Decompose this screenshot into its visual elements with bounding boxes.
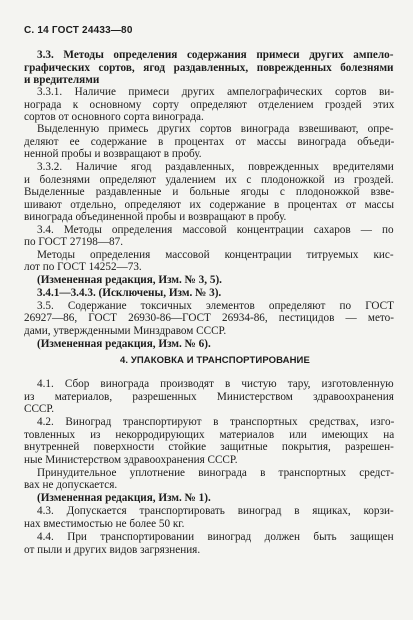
text-line: шивают отдельно, определяют их содержание в процентах от массы	[24, 199, 394, 211]
text-line: 3.3.1. Наличие примеси других ампелографических сортов ви-	[37, 86, 395, 98]
text-line: нограда к основному сорту определяют отделением гроздей этих	[24, 99, 395, 111]
text-line: дами, утвержденными Минздравом СССР.	[24, 325, 227, 337]
text-line: (Измененная редакция, Изм. № 1).	[37, 492, 211, 504]
text-line: из материалов, разрешенных Министерством здравоохранения	[24, 391, 394, 403]
text-line: лот по ГОСТ 14252—73.	[24, 261, 142, 273]
text-line: 4.4. При транспортировании виноград должен быть защищен	[37, 531, 394, 543]
text-line: ные Министерством здравоохранения СССР.	[24, 454, 238, 466]
text-line: и вредителями	[24, 74, 100, 86]
section-title: 4. УПАКОВКА И ТРАНСПОРТИРОВАНИЕ	[120, 355, 310, 366]
text-line: нах вместимостью не более 50 кг.	[24, 518, 185, 530]
text-line: Принудительное уплотнение винограда в транспортных средст-	[37, 467, 394, 479]
text-line: сортов от основного сорта винограда.	[24, 111, 204, 123]
text-line: внутренней поверхности стойкие защитные покрытия, разрешен-	[24, 441, 394, 453]
text-line: и болезнями определяют удалением их с плодоножкой из гроздей.	[24, 174, 394, 186]
text-line: 4.2. Виноград транспортируют в транспортных средствах, изго-	[37, 416, 395, 428]
text-line: (Измененная редакция, Изм. № 3, 5).	[37, 274, 222, 286]
text-line: 3.3. Методы определения содержания примеси других ампело-	[37, 49, 394, 61]
text-line: по ГОСТ 27198—87.	[24, 236, 124, 248]
text-line: винограда объединенной пробы и возвращают в пробу.	[24, 211, 287, 223]
text-line: 3.4.1—3.4.3. (Исключены, Изм. № 3).	[37, 287, 222, 299]
text-line: 3.3.2. Наличие ягод раздавленных, поврежденных вредителями	[37, 161, 394, 173]
text-line: 26927—86, ГОСТ 26930-86—ГОСТ 26934-86, пестицидов — мето-	[24, 312, 394, 324]
text-line: ненной пробы и возвращают в пробу.	[24, 148, 202, 160]
text-line: 3.5. Содержание токсичных элементов определяют по ГОСТ	[37, 300, 394, 312]
text-line: графических сортов, ягод раздавленных, поврежденных болезнями	[24, 62, 394, 74]
text-line: Выделенные раздавленные и больные ягоды с плодоножкой взве-	[24, 186, 395, 198]
text-line: Методы определения массовой концентрации титруемых кис-	[37, 249, 394, 261]
page-header: С. 14 ГОСТ 24433—80	[24, 25, 133, 36]
text-line: вах не допускается.	[24, 479, 118, 491]
text-line: 4.3. Допускается транспортировать виноград в ящиках, корзи-	[37, 505, 394, 517]
text-line: 3.4. Методы определения массовой концентрации сахаров — по	[37, 224, 394, 236]
text-line: от пыли и других видов загрязнения.	[24, 544, 201, 556]
text-line: (Измененная редакция, Изм. № 6).	[37, 338, 211, 350]
text-line: СССР.	[24, 403, 55, 415]
text-line: деляют ее содержание в процентах от массы винограда объеди-	[24, 136, 395, 148]
text-line: 4.1. Сбор винограда производят в чистую тару, изготовленную	[37, 378, 394, 390]
text-line: товленных из некорродирующих материалов или имеющих на	[24, 429, 395, 441]
text-line: Выделенную примесь других сортов винограда взвешивают, опре-	[37, 123, 394, 135]
